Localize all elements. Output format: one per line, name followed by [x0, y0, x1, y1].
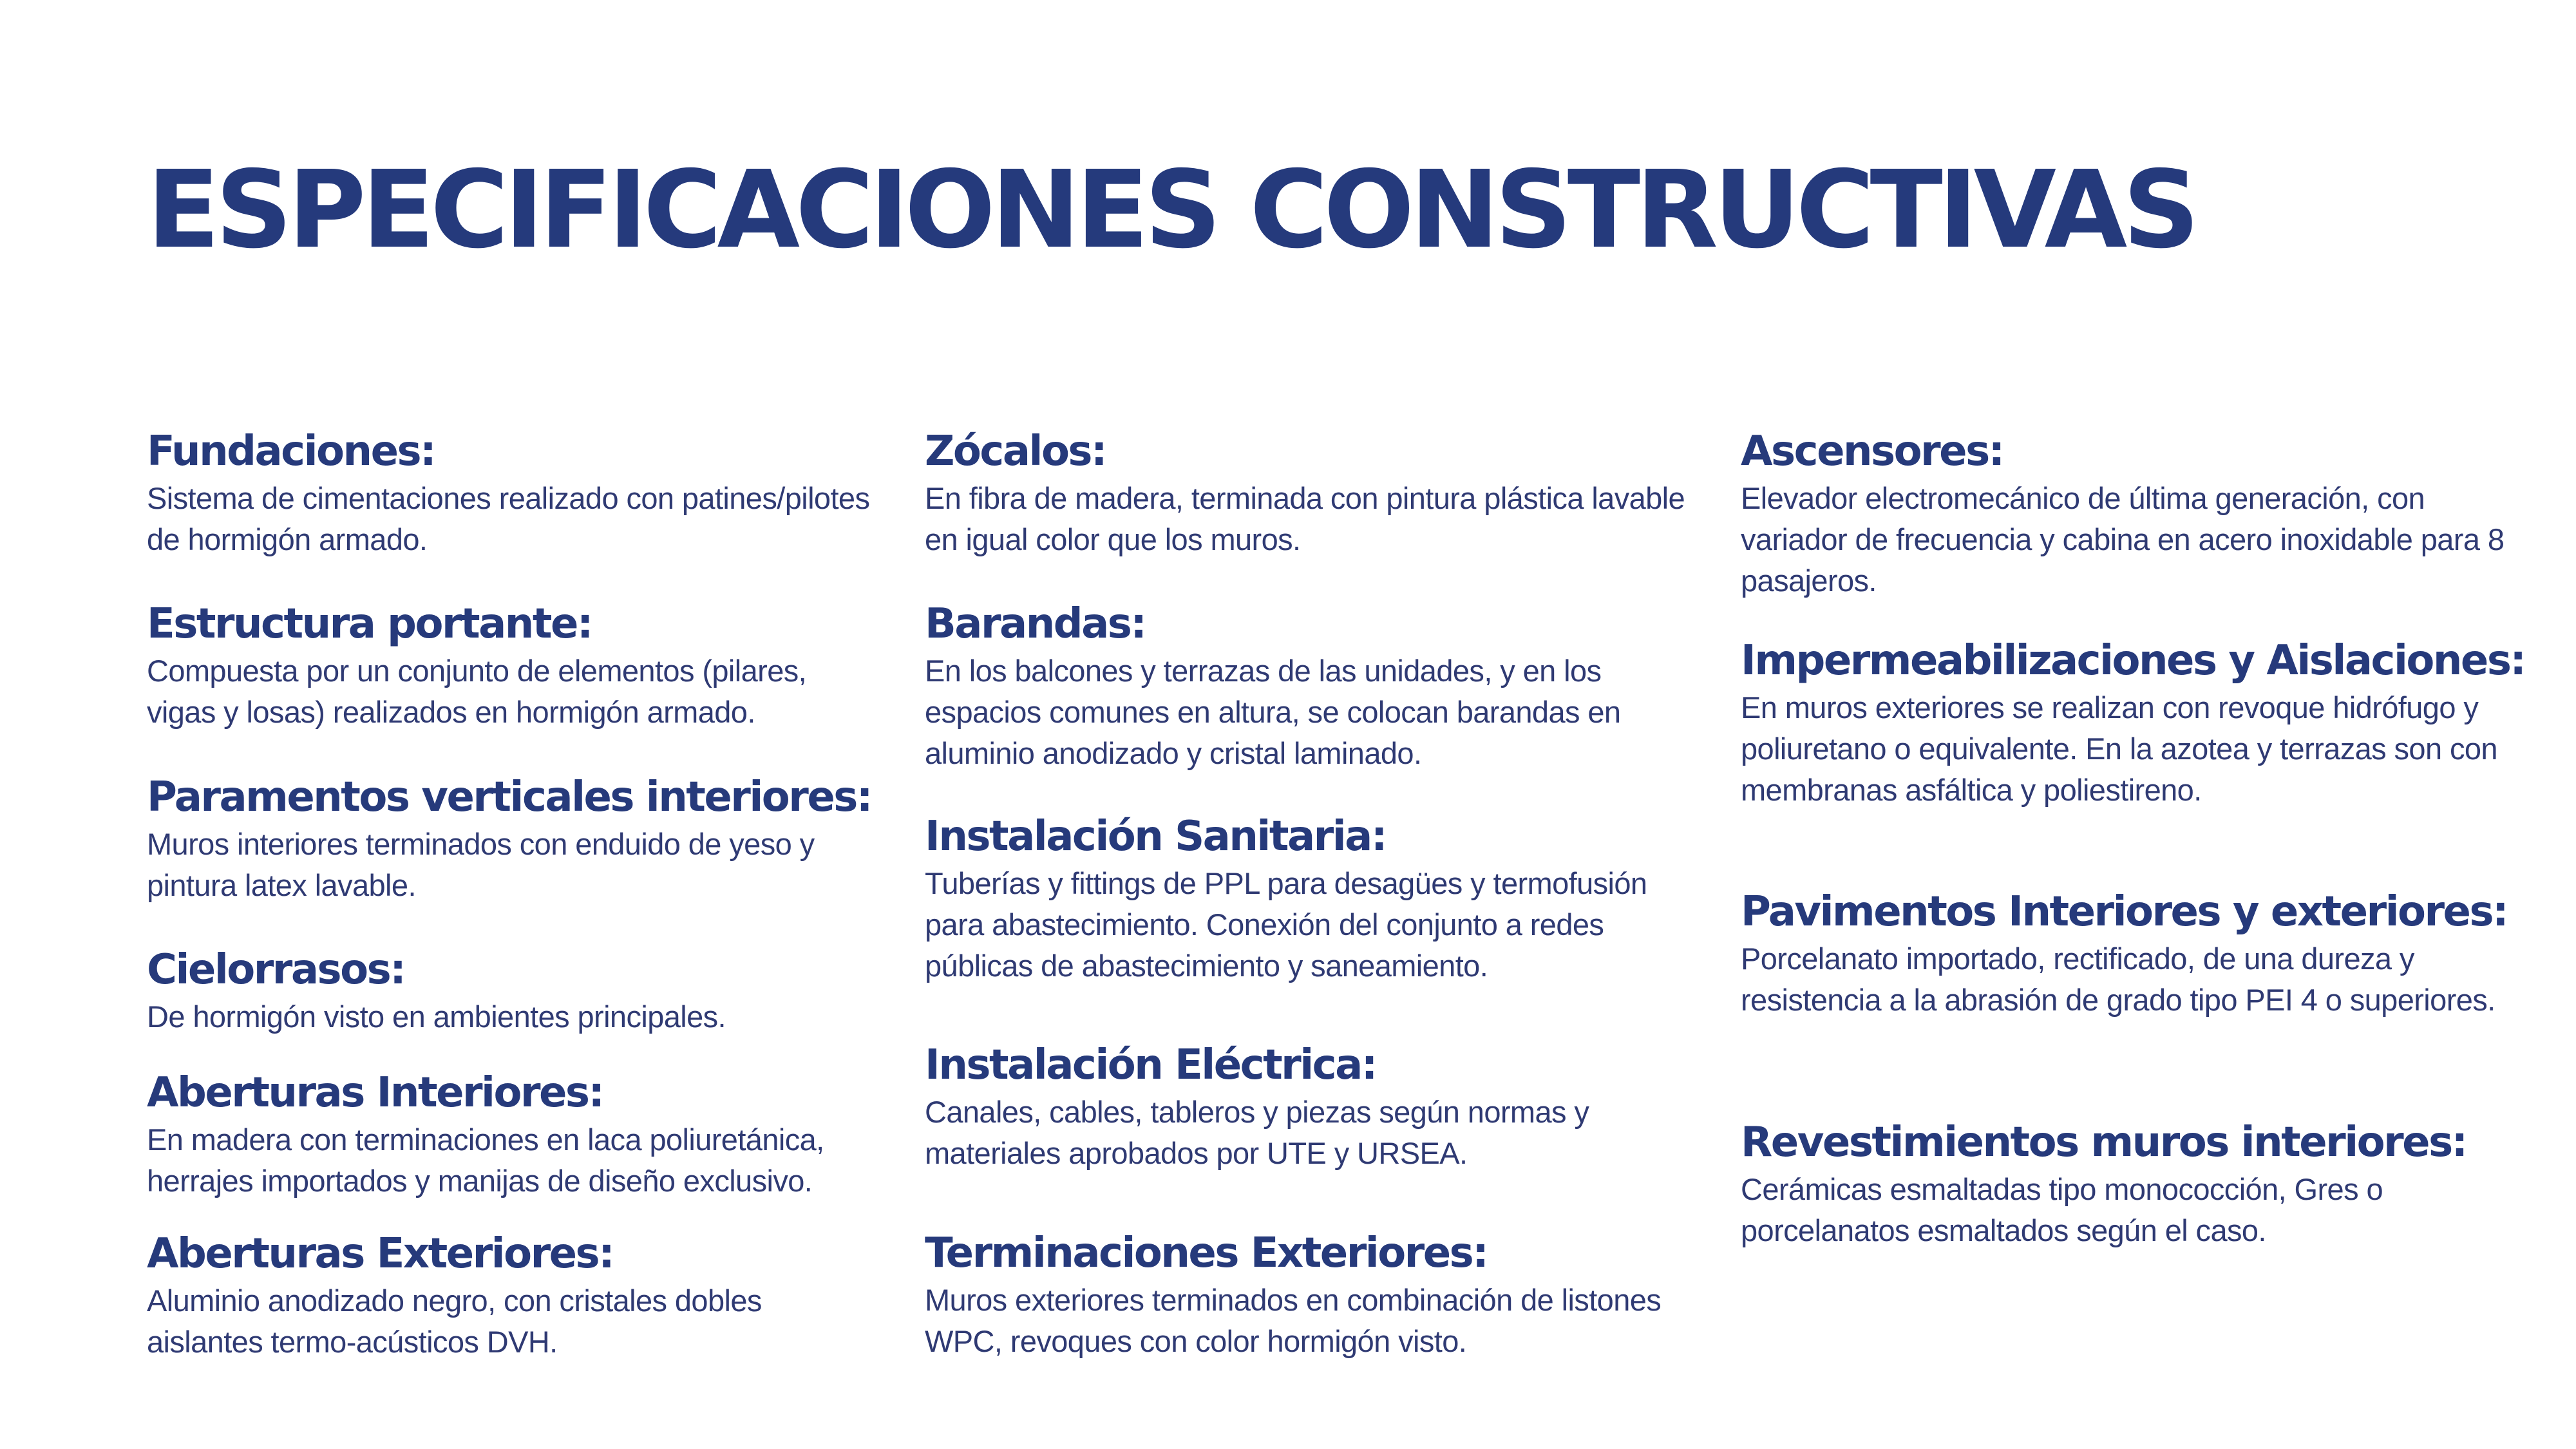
spec-heading: Paramentos verticales interiores:: [147, 773, 871, 821]
page-title: ESPECIFICACIONES CONSTRUCTIVAS: [147, 148, 2195, 272]
spec-heading: Pavimentos Interiores y exteriores:: [1741, 888, 2508, 936]
spec-aberturas-exteriores: [147, 1227, 875, 1363]
spec-ascensores: [1741, 425, 2514, 601]
spec-impermeabilizaciones: [1741, 634, 2525, 811]
spec-description: Compuesta por un conjunto de elementos (pilares, vigas y losas) realizados en hormigón armado.: [147, 654, 807, 729]
spec-description: En los balcones y terrazas de las unidades, y en los espacios comunes en altura, se colocan barandas en aluminio anodizado y cristal laminado.: [925, 654, 1621, 770]
spec-description: Cerámicas esmaltadas tipo monococción, Gres o porcelanatos esmaltados según el caso.: [1741, 1172, 2383, 1247]
spec-fundaciones: [147, 425, 875, 560]
spec-description: Aluminio anodizado negro, con cristales dobles aislantes termo-acústicos DVH.: [147, 1283, 762, 1359]
spec-description: Muros interiores terminados con enduido de yeso y pintura latex lavable.: [147, 827, 815, 902]
spec-heading: Zócalos:: [925, 428, 1106, 475]
spec-description: Sistema de cimentaciones realizado con patines/pilotes de hormigón armado.: [147, 481, 870, 556]
spec-description: En fibra de madera, terminada con pintura plástica lavable en igual color que los muros.: [925, 481, 1685, 556]
spec-heading: Revestimientos muros interiores:: [1741, 1119, 2467, 1166]
spec-heading: Terminaciones Exteriores:: [925, 1229, 1488, 1277]
spec-instalacion-sanitaria: [925, 810, 1704, 987]
spec-heading: Aberturas Interiores:: [147, 1069, 603, 1117]
spec-description: Muros exteriores terminados en combinación de listones WPC, revoques con color hormigón visto.: [925, 1283, 1662, 1358]
spec-cielorrasos: [147, 943, 875, 1037]
spec-description: De hormigón visto en ambientes principales.: [147, 999, 726, 1034]
spec-heading: Instalación Sanitaria:: [925, 813, 1386, 860]
spec-heading: Aberturas Exteriores:: [147, 1230, 614, 1278]
spec-pavimentos: [1741, 886, 2514, 1021]
spec-paramentos-verticales: [147, 771, 875, 906]
spec-heading: Cielorrasos:: [147, 946, 405, 994]
spec-description: Canales, cables, tableros y piezas según normas y materiales aprobados por UTE y URSEA.: [925, 1095, 1589, 1170]
spec-heading: Instalación Eléctrica:: [925, 1041, 1376, 1089]
spec-revestimientos: [1741, 1116, 2514, 1251]
spec-heading: Fundaciones:: [147, 428, 435, 475]
spec-description: Porcelanato importado, rectificado, de una dureza y resistencia a la abrasión de grado tipo PEI 4 o superiores.: [1741, 942, 2496, 1017]
spec-description: En madera con terminaciones en laca poliuretánica, herrajes importados y manijas de diseño exclusivo.: [147, 1122, 824, 1198]
spec-barandas: [925, 598, 1704, 774]
spec-zocalos: [925, 425, 1704, 560]
spec-description: En muros exteriores se realizan con revoque hidrófugo y poliuretano o equivalente. En la azotea y terrazas son con membranas asfáltica y poliestireno.: [1741, 690, 2497, 807]
spec-terminaciones-exteriores: [925, 1227, 1704, 1362]
spec-heading: Impermeabilizaciones y Aislaciones:: [1741, 637, 2525, 685]
spec-instalacion-electrica: [925, 1039, 1704, 1174]
spec-heading: Barandas:: [925, 600, 1146, 648]
spec-description: Tuberías y fittings de PPL para desagües y termofusión para abastecimiento. Conexión del conjunto a redes públicas de abastecimiento y saneamiento.: [925, 866, 1647, 983]
spec-aberturas-interiores: [147, 1066, 875, 1202]
spec-estructura-portante: [147, 598, 875, 733]
spec-heading: Ascensores:: [1741, 428, 2003, 475]
spec-description: Elevador electromecánico de última generación, con variador de frecuencia y cabina en acero inoxidable para 8 pasajeros.: [1741, 481, 2505, 598]
spec-heading: Estructura portante:: [147, 600, 592, 648]
